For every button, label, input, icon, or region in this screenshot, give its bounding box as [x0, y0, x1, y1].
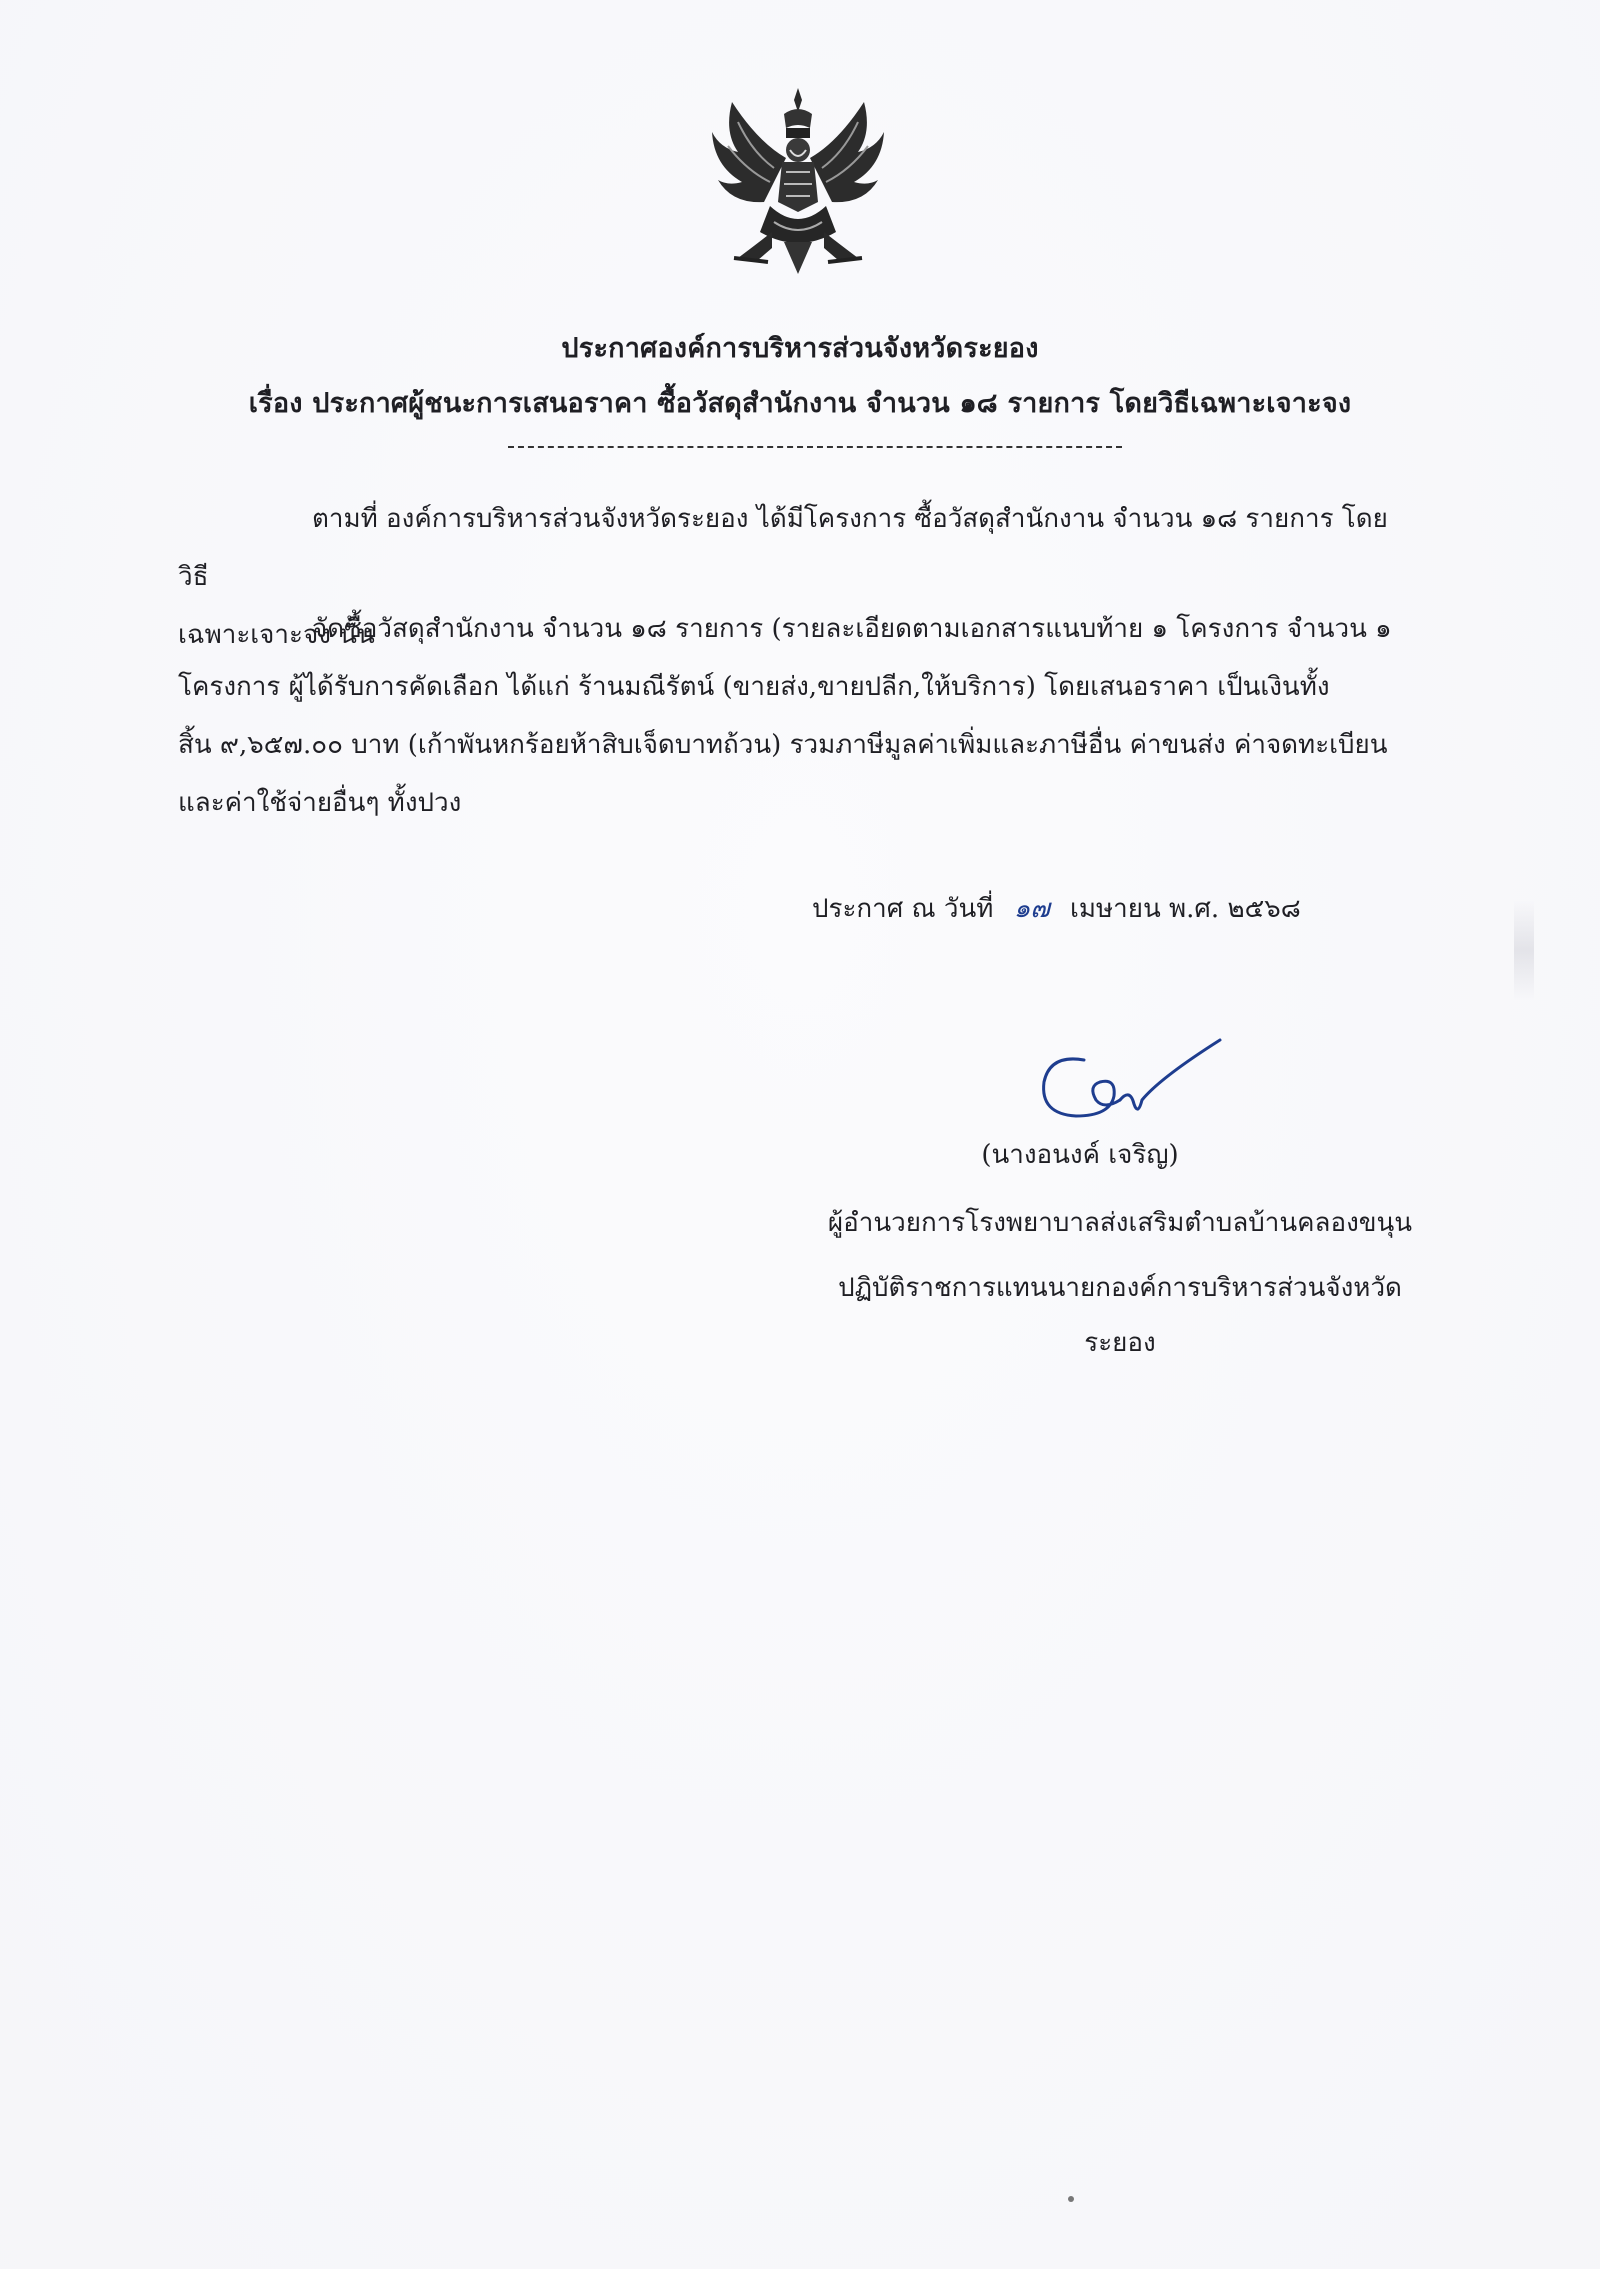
announcement-subject: เรื่อง ประกาศผู้ชนะการเสนอราคา ซื้อวัสดุสำนักงาน จำนวน ๑๘ รายการ โดยวิธีเฉพาะเจาะจง	[248, 388, 1352, 419]
paragraph-line: สิ้น ๙,๖๕๗.๐๐ บาท (เก้าพันหกร้อยห้าสิบเจ็ดบาทถ้วน) รวมภาษีมูลค่าเพิ่มและภาษีอื่น ค่าขนส่ง ค่าจดทะเบียน	[178, 730, 1388, 760]
paragraph-line: โครงการ ผู้ได้รับการคัดเลือก ได้แก่ ร้านมณีรัตน์ (ขายส่ง,ขายปลีก,ให้บริการ) โดยเสนอราคา เป็นเงินทั้ง	[178, 672, 1330, 702]
announcement-date	[812, 888, 1301, 929]
dashed-divider	[508, 446, 1122, 448]
date-suffix: เมษายน พ.ศ. ๒๕๖๘	[1069, 894, 1301, 924]
announcement-title: ประกาศองค์การบริหารส่วนจังหวัดระยอง	[561, 333, 1039, 364]
paragraph-line: จัดซื้อวัสดุสำนักงาน จำนวน ๑๘ รายการ (รายละเอียดตามเอกสารแนบท้าย ๑ โครงการ จำนวน ๑	[312, 614, 1392, 644]
signatory-position: ผู้อำนวยการโรงพยาบาลส่งเสริมตำบลบ้านคลองขนุน	[827, 1208, 1413, 1238]
paragraph-line: เฉพาะเจาะจง นั้น	[178, 620, 375, 650]
signatory-province: ระยอง	[1084, 1328, 1156, 1358]
paragraph-award	[178, 600, 1418, 832]
date-prefix: ประกาศ ณ วันที่	[812, 894, 994, 924]
signatory-name: (นางอนงค์ เจริญ)	[981, 1140, 1179, 1170]
date-day: ๑๗	[1013, 894, 1050, 924]
paragraph-line: และค่าใช้จ่ายอื่นๆ ทั้งปวง	[178, 788, 462, 818]
paragraph-line: ตามที่ องค์การบริหารส่วนจังหวัดระยอง ได้มีโครงการ ซื้อวัสดุสำนักงาน จำนวน ๑๘ รายการ โดยวิธี	[178, 504, 1388, 592]
scan-smudge	[1514, 900, 1534, 1000]
garuda-emblem-icon	[698, 82, 898, 282]
signatory-acting-title: ปฏิบัติราชการแทนนายกองค์การบริหารส่วนจังหวัด	[838, 1273, 1402, 1303]
handwritten-signature-icon	[1030, 1030, 1230, 1140]
scan-speck	[1068, 2196, 1074, 2202]
